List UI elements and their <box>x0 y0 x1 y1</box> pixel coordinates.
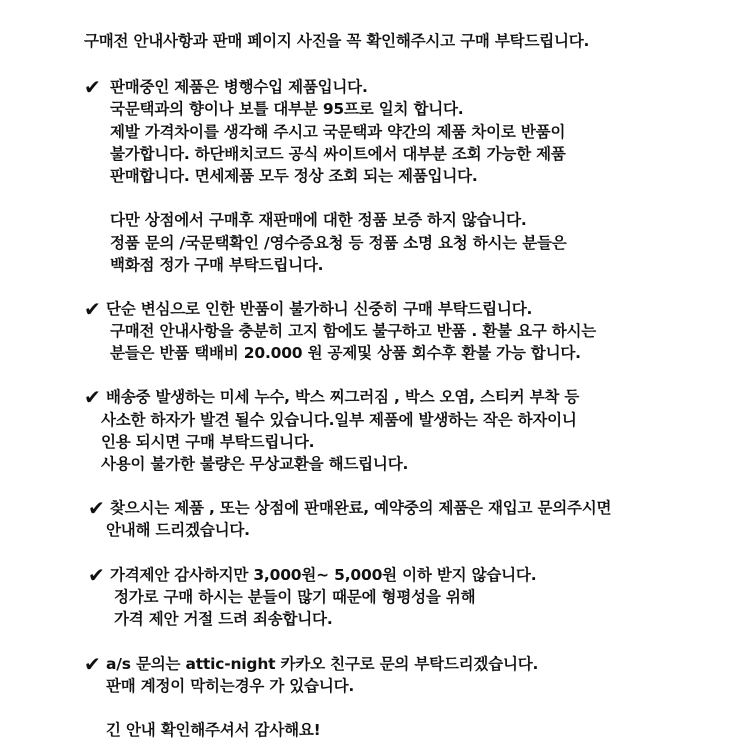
section-1-line-1: 판매중인 제품은 병행수입 제품입니다. <box>110 78 368 96</box>
section-1-line-5: 판매합니다. 면세제품 모두 정상 조회 되는 제품입니다. <box>110 167 478 185</box>
section-5-line-3: 가격 제안 거절 드려 죄송합니다. <box>114 610 333 628</box>
section-1-line-4: 불가합니다. 하단배치코드 공식 싸이트에서 대부분 조회 가능한 제품 <box>110 145 566 163</box>
section-4-line-2: 안내해 드리겠습니다. <box>106 521 250 539</box>
intro-text: 구매전 안내사항과 판매 페이지 사진을 꼭 확인해주시고 구매 부탁드립니다. <box>84 32 590 50</box>
section-1-line-3: 제발 가격차이를 생각해 주시고 국문택과 약간의 제품 차이로 반품이 <box>110 123 566 141</box>
checkmark-icon: ✔ <box>84 297 101 321</box>
section-3-line-2: 사소한 하자가 발견 될수 있습니다.일부 제품에 발생하는 작은 하자이니 <box>101 411 577 429</box>
checkmark-icon: ✔ <box>88 496 105 520</box>
checkmark-icon: ✔ <box>84 652 101 676</box>
section-1-line-6: 다만 상점에서 구매후 재판매에 대한 정품 보증 하지 않습니다. <box>110 211 527 229</box>
checkmark-icon: ✔ <box>88 563 105 587</box>
section-2-line-1: 단순 변심으로 인한 반품이 불가하니 신중히 구매 부탁드립니다. <box>106 300 533 318</box>
section-5-line-1: 가격제안 감사하지만 3,000원~ 5,000원 이하 받지 않습니다. <box>110 566 537 584</box>
section-1-line-2: 국문택과의 향이나 보틀 대부분 95프로 일치 합니다. <box>110 100 464 118</box>
section-5-line-2: 정가로 구매 하시는 분들이 많기 때문에 형평성을 위해 <box>114 588 476 606</box>
section-3-line-4: 사용이 불가한 불량은 무상교환을 해드립니다. <box>101 455 409 473</box>
section-2-line-2: 구매전 안내사항을 충분히 고지 함에도 불구하고 반품 . 환불 요구 하시는 <box>110 322 597 340</box>
section-1-line-8: 백화점 정가 구매 부탁드립니다. <box>110 256 324 274</box>
closing-thanks: 긴 안내 확인해주셔서 감사해요! <box>106 721 321 739</box>
section-6-line-2: 판매 계정이 막히는경우 가 있습니다. <box>106 677 355 695</box>
section-3-line-3: 인용 되시면 구매 부탁드립니다. <box>101 433 315 451</box>
checkmark-icon: ✔ <box>84 75 101 99</box>
checkmark-icon: ✔ <box>84 385 101 409</box>
section-1-line-7: 정품 문의 /국문택확인 /영수증요청 등 정품 소명 요청 하시는 분들은 <box>110 234 567 252</box>
section-6-line-1: a/s 문의는 attic-night 카카오 친구로 문의 부탁드리겠습니다. <box>106 655 539 673</box>
section-3-line-1: 배송중 발생하는 미세 누수, 박스 찌그러짐 , 박스 오염, 스티커 부착 등 <box>106 388 580 406</box>
section-4-line-1: 찾으시는 제품 , 또는 상점에 판매완료, 예약중의 제품은 재입고 문의주시면 <box>110 499 612 517</box>
section-2-line-3: 분들은 반품 택배비 20.000 원 공제및 상품 회수후 환불 가능 합니다. <box>110 344 581 362</box>
